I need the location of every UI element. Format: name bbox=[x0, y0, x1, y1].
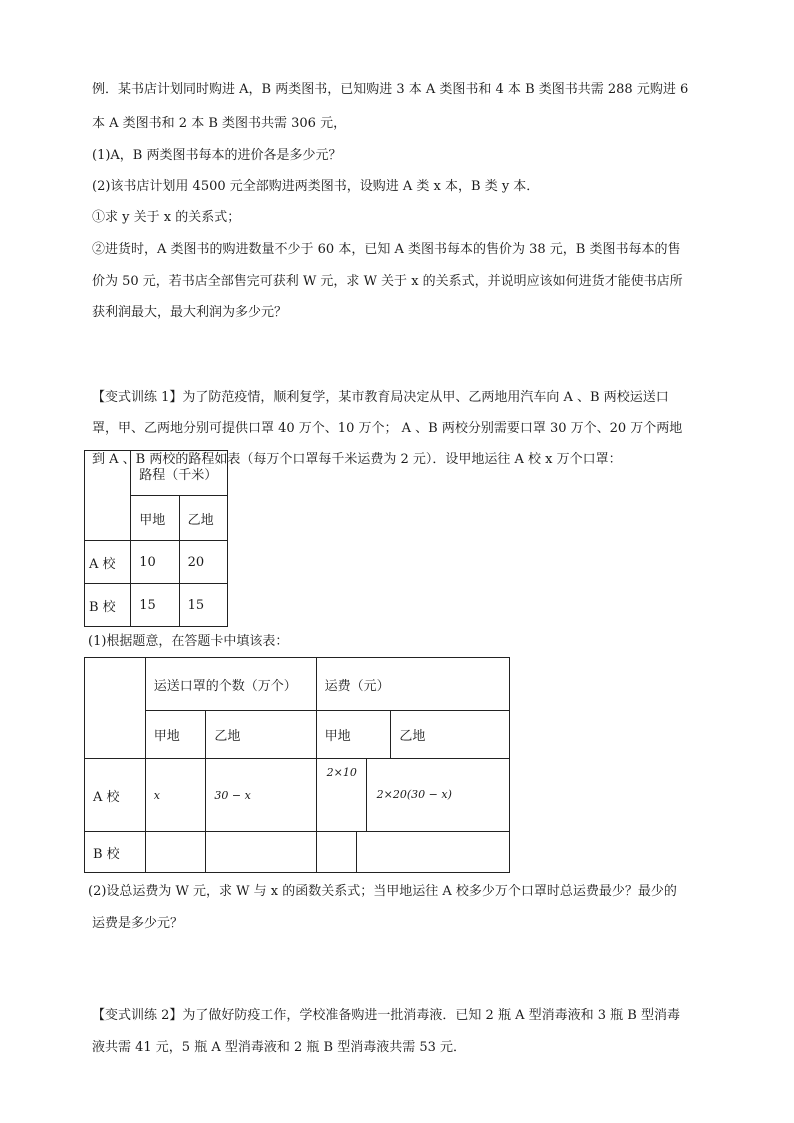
variant2-line-1: 【变式训练 2】为了做好防疫工作，学校准备购进一批消毒液．已知 2 瓶 A 型消毒液和 3 瓶 B 型消毒 bbox=[92, 1008, 680, 1023]
distance-table-cell: 20 bbox=[179, 541, 227, 584]
shipping-table-sub-yi-cost: 乙地 bbox=[391, 711, 510, 759]
distance-table-cell: 15 bbox=[179, 584, 227, 627]
shipping-table bbox=[84, 657, 510, 873]
variant1-line-2: 罩，甲、乙两地分别可提供口罩 40 万个、10 万个； A 、B 两校分别需要口罩 30 万个、20 万个两地 bbox=[92, 421, 683, 436]
shipping-table-cell bbox=[206, 832, 316, 873]
shipping-table-value: 2×10 bbox=[326, 766, 357, 779]
variant2-line-2: 液共需 41 元，5 瓶 A 型消毒液和 2 瓶 B 型消毒液共需 53 元． bbox=[92, 1040, 467, 1055]
example-subquestion-2-line-3: 获利润最大，最大利润为多少元？ bbox=[92, 305, 288, 320]
shipping-table-cost-cell bbox=[316, 832, 509, 873]
shipping-table-cost-yi bbox=[357, 832, 509, 872]
variant1-question-2-line-2: 运费是多少元？ bbox=[92, 916, 184, 931]
distance-table-row-label: B 校 bbox=[85, 584, 131, 627]
distance-table-col-yi: 乙地 bbox=[179, 496, 227, 541]
shipping-table-cost-cell bbox=[316, 759, 509, 832]
shipping-table-sub-jia: 甲地 bbox=[145, 711, 206, 759]
shipping-table-row-label: A 校 bbox=[85, 759, 146, 832]
shipping-table-group-cost: 运费（元） bbox=[316, 658, 509, 711]
shipping-table-sub-yi: 乙地 bbox=[206, 711, 316, 759]
distance-table-header: 路程（千米） bbox=[131, 451, 228, 496]
shipping-table-cost-jia bbox=[317, 759, 367, 831]
example-subquestion-2-line-2: 价为 50 元，若书店全部售完可获利 W 元，求 W 关于 x 的关系式，并说明应该如何进货才能使书店所 bbox=[92, 274, 683, 289]
distance-table bbox=[84, 450, 228, 627]
shipping-table-group-count: 运送口罩的个数（万个） bbox=[145, 658, 316, 711]
distance-table-cell: 10 bbox=[131, 541, 179, 584]
variant1-question-2-line-1: (2)设总运费为 W 元，求 W 与 x 的函数关系式；当甲地运往 A 校多少万个口罩时总运费最少？最少的 bbox=[88, 884, 677, 899]
shipping-table-cost-jia bbox=[317, 832, 357, 872]
shipping-table-sub-jia-cost: 甲地 bbox=[316, 711, 391, 759]
example-question-2: (2)该书店计划用 4500 元全部购进两类图书，设购进 A 类 x 本，B 类 y 本． bbox=[92, 179, 540, 194]
distance-table-row-label: A 校 bbox=[85, 541, 131, 584]
shipping-table-cost-split bbox=[317, 759, 509, 831]
shipping-table-cost-yi bbox=[367, 759, 509, 831]
example-line-2: 本 A 类图书和 2 本 B 类图书共需 306 元， bbox=[92, 116, 347, 131]
distance-table-corner bbox=[85, 451, 131, 541]
variant1-line-3: 到 A 、B 两校的路程如表（每万个口罩每千米运费为 2 元）．设甲地运往 A 校 x 万个口罩： bbox=[92, 452, 622, 467]
distance-table-cell: 15 bbox=[131, 584, 179, 627]
example-subquestion-1: ①求 y 关于 x 的关系式； bbox=[92, 210, 241, 225]
example-subquestion-2-line-1: ②进货时，A 类图书的购进数量不少于 60 本，已知 A 类图书每本的售价为 38 元，B 类图书每本的售 bbox=[92, 242, 681, 257]
shipping-table-cell bbox=[206, 759, 316, 832]
shipping-table-value: 30 − x bbox=[214, 788, 251, 802]
variant1-question-1: (1)根据题意，在答题卡中填该表： bbox=[88, 634, 289, 649]
shipping-table-corner bbox=[85, 658, 146, 759]
example-question-1: (1)A，B 两类图书每本的进价各是多少元？ bbox=[92, 148, 342, 163]
shipping-table-cost-split bbox=[317, 832, 509, 872]
shipping-table-value: x bbox=[153, 788, 160, 802]
shipping-table-cell bbox=[145, 759, 206, 832]
variant1-line-1: 【变式训练 1】为了防范疫情，顺利复学，某市教育局决定从甲、乙两地用汽车向 A 、B 两校运送口 bbox=[92, 390, 669, 405]
example-line-1: 例．某书店计划同时购进 A，B 两类图书，已知购进 3 本 A 类图书和 4 本 B 类图书共需 288 元购进 6 bbox=[92, 82, 689, 97]
shipping-table-value: 2×20(30 − x) bbox=[376, 788, 452, 801]
shipping-table-row-label: B 校 bbox=[85, 832, 146, 873]
shipping-table-cell bbox=[145, 832, 206, 873]
distance-table-col-jia: 甲地 bbox=[131, 496, 179, 541]
